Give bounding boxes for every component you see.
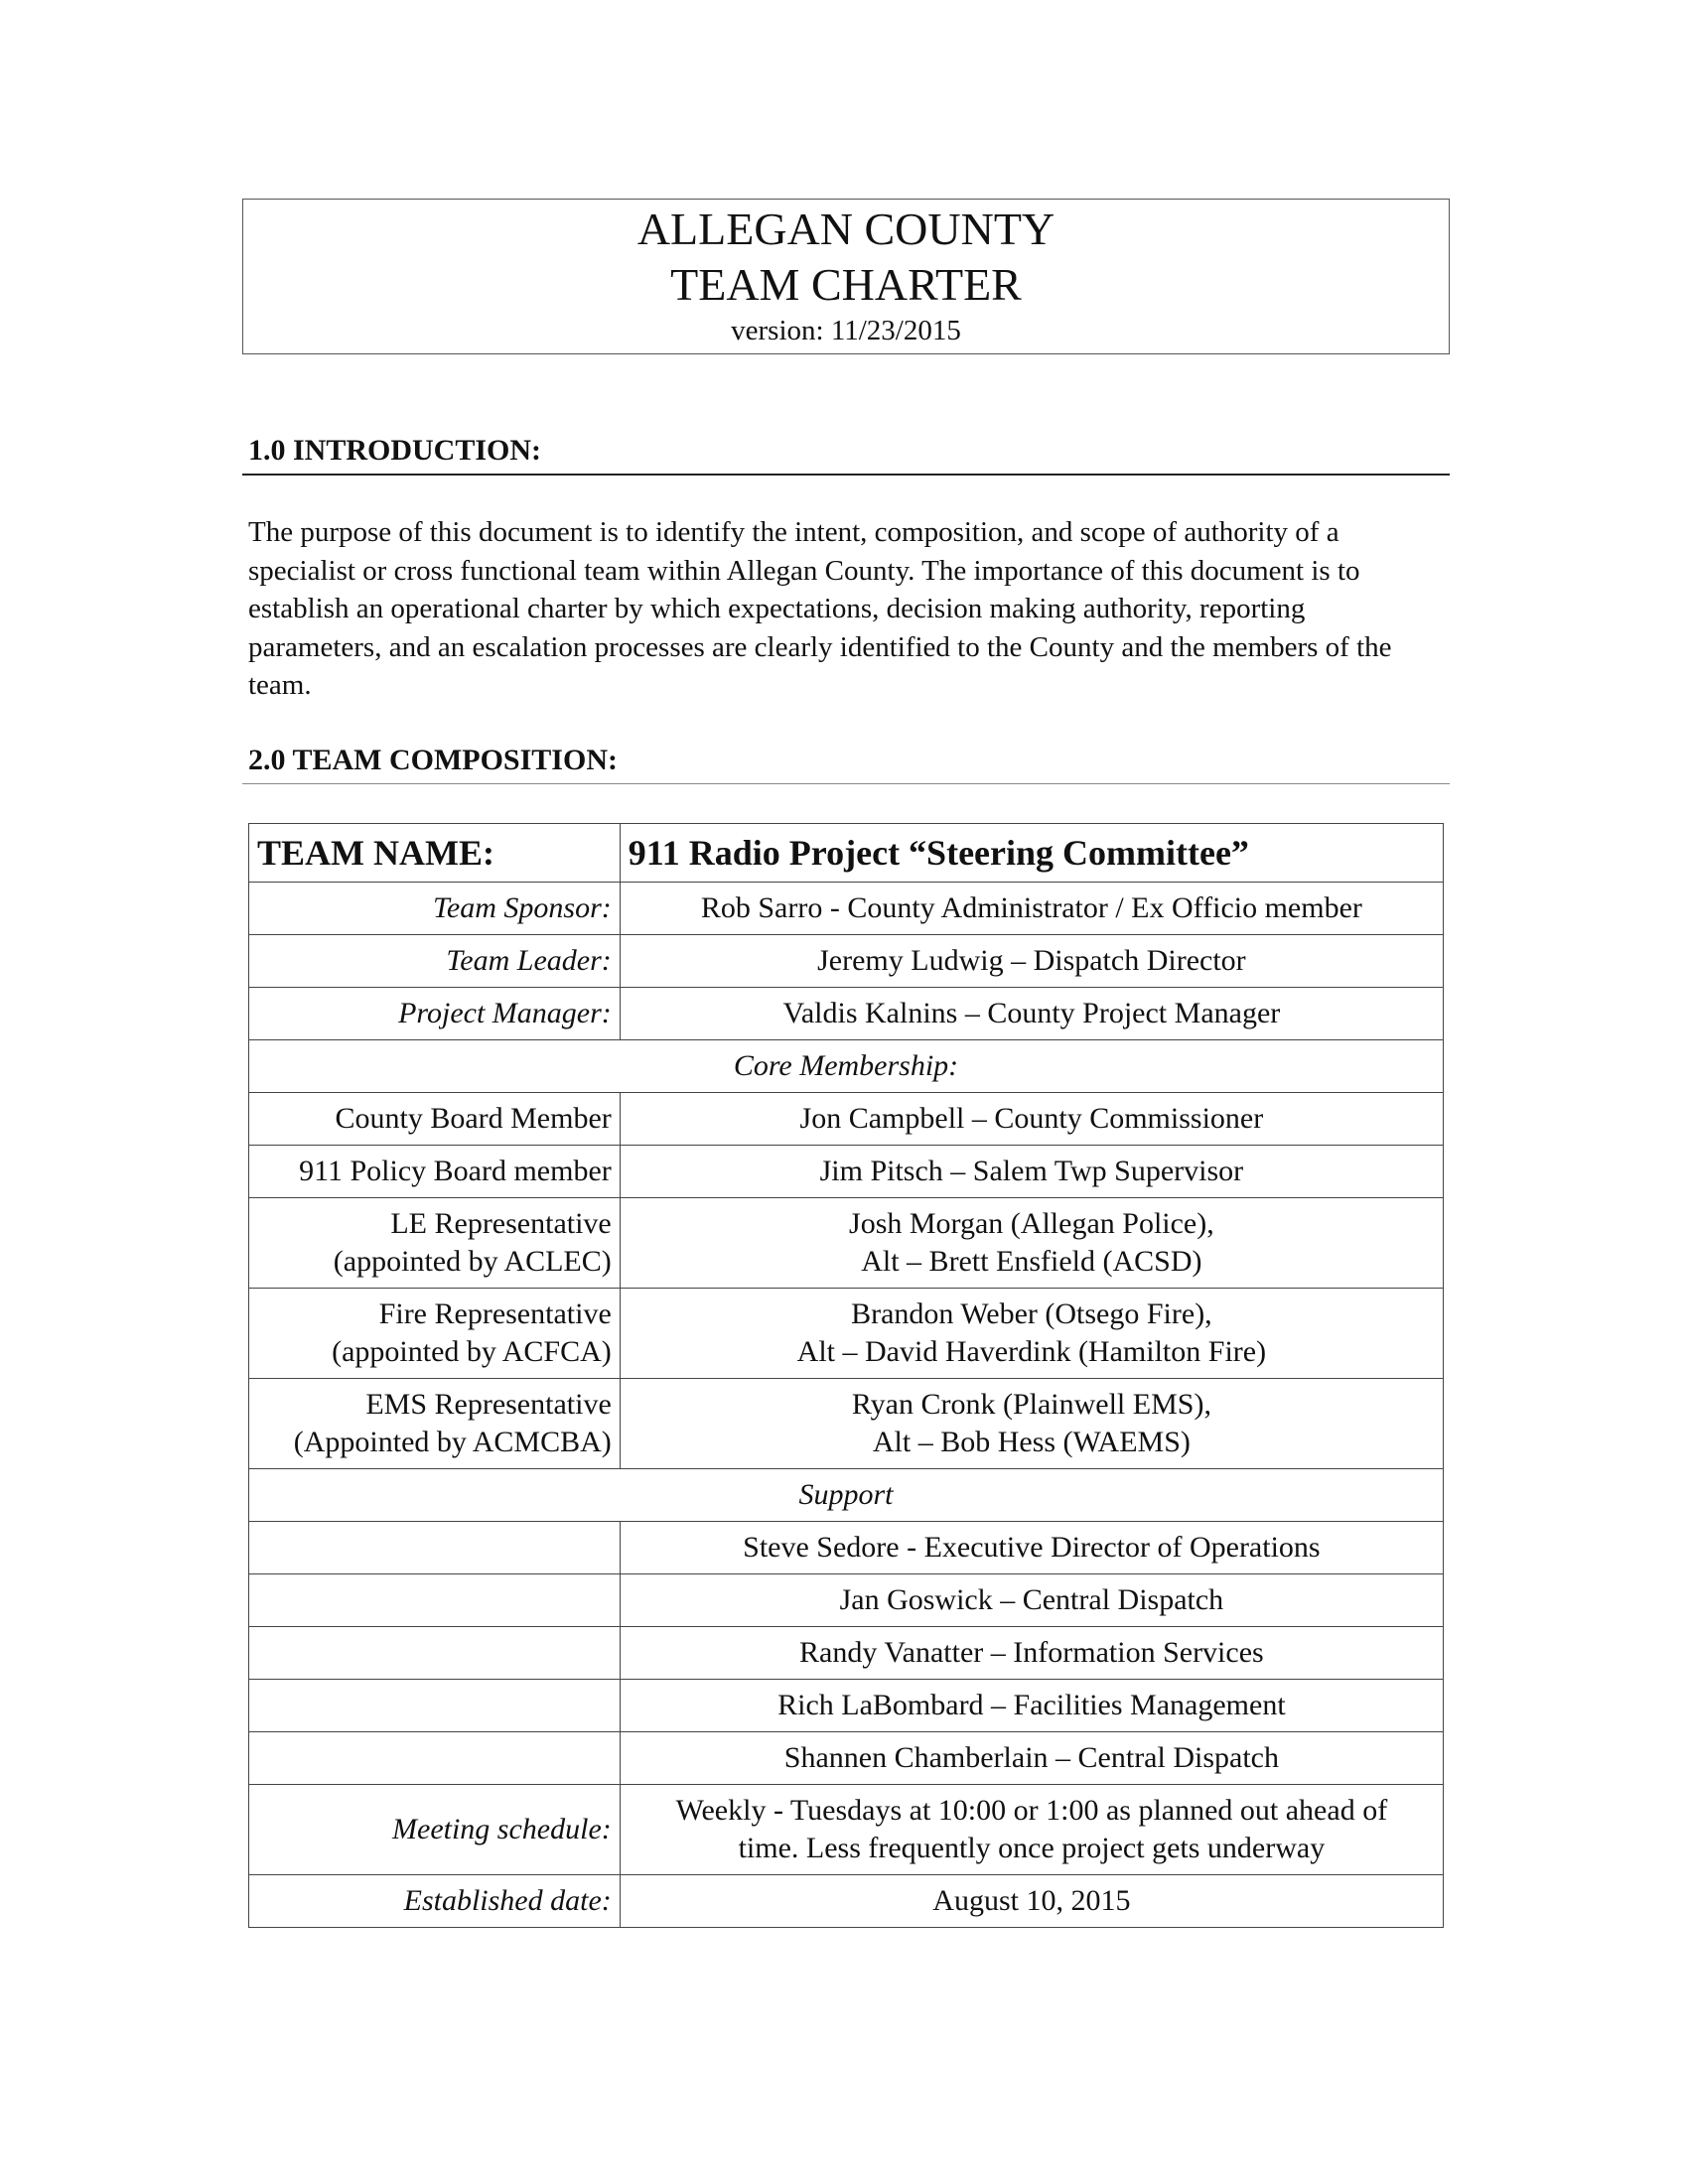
- support-member: Jan Goswick – Central Dispatch: [620, 1574, 1443, 1627]
- core-member: Jim Pitsch – Salem Twp Supervisor: [620, 1146, 1443, 1198]
- leader-label: Team Leader:: [249, 935, 621, 988]
- sponsor-value: Rob Sarro - County Administrator / Ex Officio member: [620, 883, 1443, 935]
- table-row: [249, 883, 1444, 935]
- meeting-schedule-line: Weekly - Tuesdays at 10:00 or 1:00 as planned out ahead of: [675, 1794, 1388, 1827]
- intro-heading-rule: [242, 474, 1450, 476]
- established-date-label: Established date:: [249, 1875, 621, 1928]
- support-role-empty: [249, 1732, 621, 1785]
- core-member-line: Alt – Bob Hess (WAEMS): [872, 1426, 1191, 1458]
- intro-paragraph: [248, 513, 1440, 705]
- core-role: [249, 1289, 621, 1379]
- table-row: [249, 1522, 1444, 1574]
- core-role: 911 Policy Board member: [249, 1146, 621, 1198]
- table-row: [249, 1680, 1444, 1732]
- table-row: [249, 1093, 1444, 1146]
- meeting-schedule-label: Meeting schedule:: [249, 1785, 621, 1875]
- core-role-line: Fire Representative: [378, 1297, 612, 1330]
- core-membership-label: Core Membership:: [249, 1040, 1444, 1093]
- team-composition-table: [248, 823, 1444, 1928]
- project-manager-label: Project Manager:: [249, 988, 621, 1040]
- core-role-line: LE Representative: [390, 1207, 612, 1240]
- title-box: [242, 199, 1450, 354]
- composition-heading: 2.0 TEAM COMPOSITION:: [248, 744, 618, 776]
- table-row: [249, 1627, 1444, 1680]
- table-row: [249, 1289, 1444, 1379]
- core-member-line: Brandon Weber (Otsego Fire),: [851, 1297, 1212, 1330]
- table-row: [249, 1785, 1444, 1875]
- table-row: [249, 1574, 1444, 1627]
- support-row: [249, 1469, 1444, 1522]
- core-role: [249, 1379, 621, 1469]
- core-member-line: Alt – Brett Ensfield (ACSD): [861, 1245, 1202, 1278]
- sponsor-label: Team Sponsor:: [249, 883, 621, 935]
- composition-heading-rule: [242, 783, 1450, 784]
- established-date-value: August 10, 2015: [620, 1875, 1443, 1928]
- core-member: [620, 1198, 1443, 1289]
- core-member: Jon Campbell – County Commissioner: [620, 1093, 1443, 1146]
- support-role-empty: [249, 1522, 621, 1574]
- core-role: County Board Member: [249, 1093, 621, 1146]
- table-row: [249, 1875, 1444, 1928]
- team-name-row: [249, 824, 1444, 883]
- title-county: ALLEGAN COUNTY: [636, 204, 1055, 254]
- support-role-empty: [249, 1574, 621, 1627]
- title-charter: TEAM CHARTER: [670, 259, 1022, 310]
- core-member-line: Alt – David Haverdink (Hamilton Fire): [796, 1335, 1267, 1368]
- meeting-schedule-value: [620, 1785, 1443, 1875]
- team-name-value: 911 Radio Project “Steering Committee”: [620, 824, 1443, 883]
- table-row: [249, 1146, 1444, 1198]
- meeting-schedule-line: time. Less frequently once project gets underway: [738, 1832, 1326, 1864]
- core-role: [249, 1198, 621, 1289]
- support-role-empty: [249, 1627, 621, 1680]
- support-member: Randy Vanatter – Information Services: [620, 1627, 1443, 1680]
- table-row: [249, 988, 1444, 1040]
- core-member: [620, 1289, 1443, 1379]
- core-member: [620, 1379, 1443, 1469]
- leader-value: Jeremy Ludwig – Dispatch Director: [620, 935, 1443, 988]
- support-label: Support: [249, 1469, 1444, 1522]
- core-role-line: (Appointed by ACMCBA): [293, 1426, 612, 1458]
- core-role-line: (appointed by ACFCA): [332, 1335, 612, 1368]
- team-name-label: TEAM NAME:: [249, 824, 621, 883]
- table-row: [249, 1379, 1444, 1469]
- intro-heading: 1.0 INTRODUCTION:: [248, 434, 542, 467]
- core-role-line: (appointed by ACLEC): [333, 1245, 612, 1278]
- version-text: version: 11/23/2015: [731, 315, 961, 346]
- intro-text: The purpose of this document is to identify the intent, composition, and scope of authority of a specialist or cross functional team within Allegan County. The importance of this document is to establish an operational charter by which expectations, decision making authority, reporting parameters, and an escalation processes are clearly identified to the County and the members of the team.: [248, 516, 1392, 701]
- table-row: [249, 1198, 1444, 1289]
- core-membership-row: [249, 1040, 1444, 1093]
- table-row: [249, 1732, 1444, 1785]
- core-member-line: Ryan Cronk (Plainwell EMS),: [851, 1388, 1211, 1421]
- support-role-empty: [249, 1680, 621, 1732]
- support-member: Shannen Chamberlain – Central Dispatch: [620, 1732, 1443, 1785]
- table-row: [249, 935, 1444, 988]
- core-member-line: Josh Morgan (Allegan Police),: [849, 1207, 1214, 1240]
- core-role-line: EMS Representative: [365, 1388, 612, 1421]
- project-manager-value: Valdis Kalnins – County Project Manager: [620, 988, 1443, 1040]
- support-member: Steve Sedore - Executive Director of Operations: [620, 1522, 1443, 1574]
- support-member: Rich LaBombard – Facilities Management: [620, 1680, 1443, 1732]
